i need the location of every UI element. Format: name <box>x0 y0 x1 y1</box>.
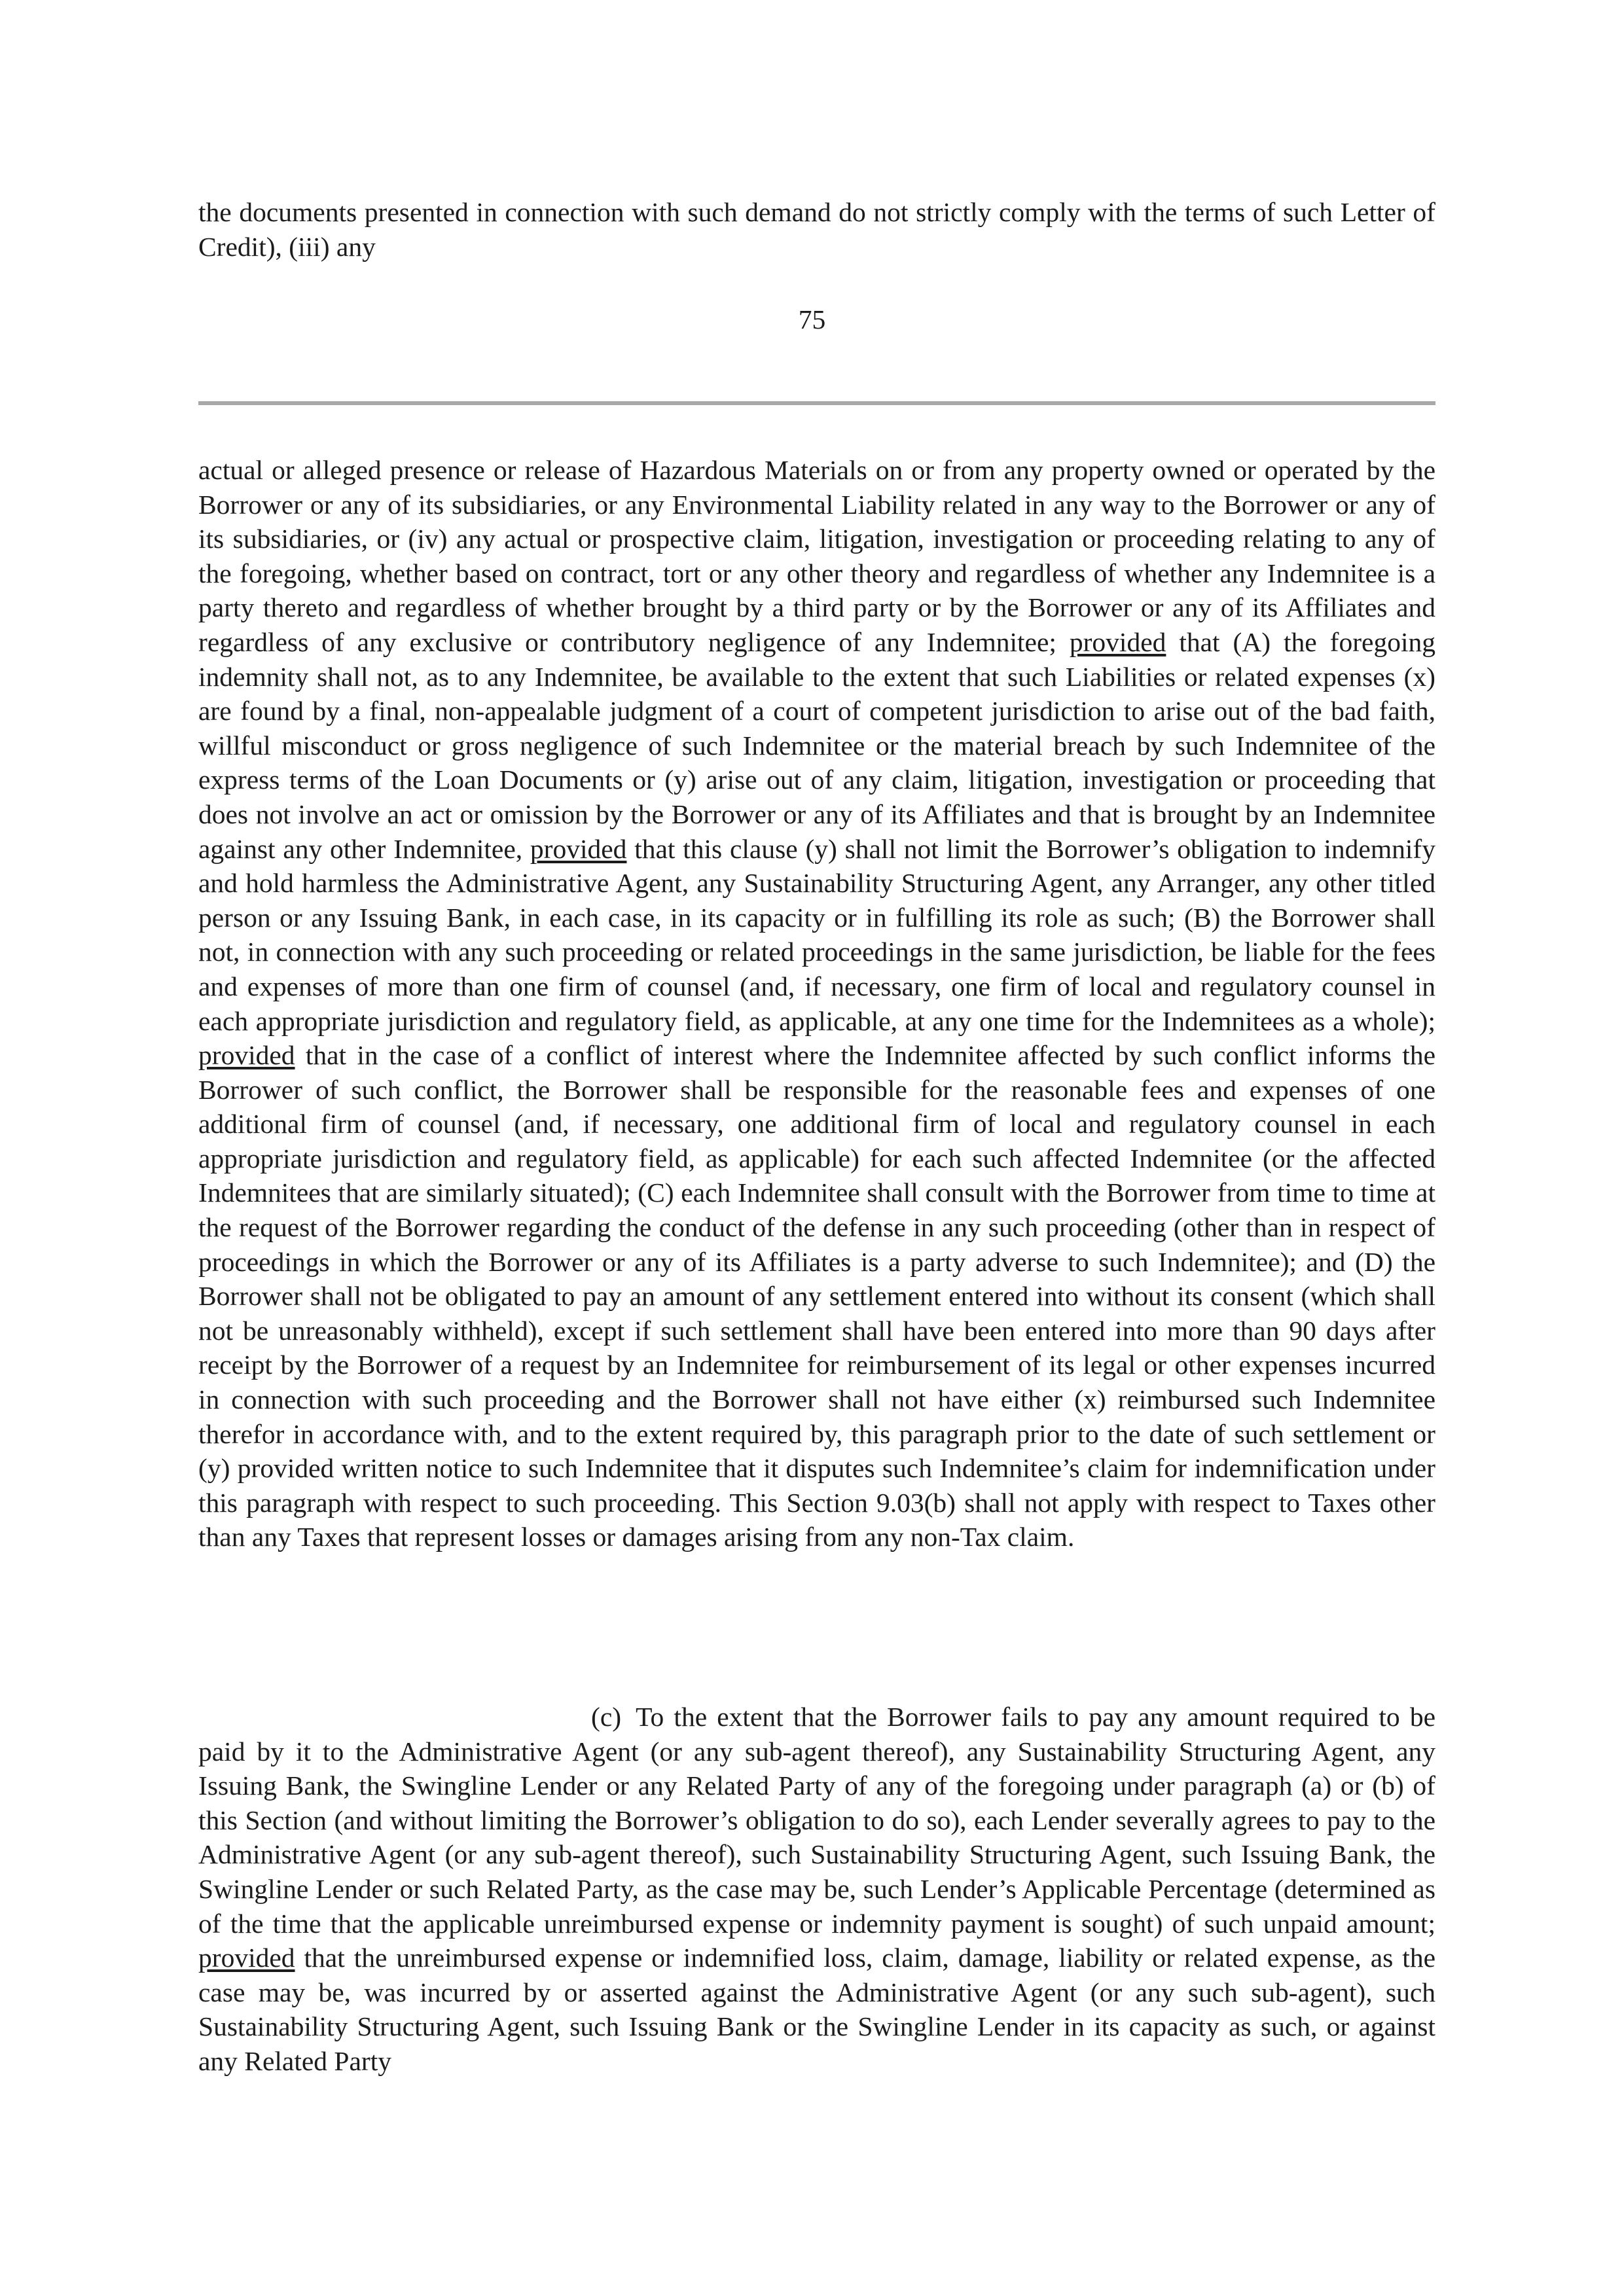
provided-term: provided <box>198 1040 295 1071</box>
provided-term: provided <box>1069 626 1166 657</box>
page-number: 75 <box>798 304 826 334</box>
provided-term: provided <box>198 1943 295 1973</box>
provided-term: provided <box>530 833 627 864</box>
continuation-paragraph: the documents presented in connection with such demand do not strictly comply with the terms of such Letter of Credit), (iii) any <box>198 197 1435 262</box>
clause-label: (c) <box>591 1702 622 1732</box>
paragraph-text: actual or alleged presence or release of Hazardous Materials on or from any property owned or operated by the Borrower or any of its subsidiaries, or any Environmental Liability related in any way to the Borrower or any of its subsidiaries, or (iv) any actual or prospective claim, litigation, investigation or proceeding relating to any of the foregoing, whether based on contract, tort or any other theory and regardless of whether any Indemnitee is a party thereto and regardless of whether brought by a third party or by the Borrower or any of its Affiliates and regardless of any exclusive or contributory negligence of any Indemnitee; <box>198 455 1435 657</box>
paragraph-text: that (A) the foregoing indemnity shall not, as to any Indemnitee, be available to the extent that such Liabilities or related expenses (x) are found by a final, non-appealable judgment of a court of competent jurisdiction to arise out of the bad faith, willful misconduct or gross negligence of such Indemnitee or the material breach by such Indemnitee of the express terms of the Loan Documents or (y) arise out of any claim, litigation, investigation or proceeding that does not involve an act or omission by the Borrower or any of its Affiliates and that is brought by an Indemnitee against any other Indemnitee, <box>198 626 1435 864</box>
paragraph-text: that the unreimbursed expense or indemnified loss, claim, damage, liability or related expense, as the case may be, was incurred by or asserted against the Administrative Agent (or any such sub-agent), such Sustainability Structuring Agent, such Issuing Bank or the Swingline Lender in its capacity as such, or against any Related Party <box>198 1943 1435 2076</box>
clause-c-paragraph <box>198 1700 1435 2079</box>
paragraph-text: that this clause (y) shall not limit the Borrower’s obligation to indemnify and hold harmless the Administrative Agent, any Sustainability Structuring Agent, any Arranger, any other titled person or any Issuing Bank, in each case, in its capacity or in fulfilling its role as such; (B) the Borrower shall not, in connection with any such proceeding or related proceedings in the same jurisdiction, be liable for the fees and expenses of more than one firm of counsel (and, if necessary, one firm of local and regulatory counsel in each appropriate jurisdiction and regulatory field, as applicable, at any one time for the Indemnitees as a whole); <box>198 833 1435 1036</box>
paragraph-text: To the extent that the Borrower fails to pay any amount required to be paid by it to the Administrative Agent (or any sub-agent thereof), any Sustainability Structuring Agent, any Issuing Bank, the Swingline Lender or any Related Party of any of the foregoing under paragraph (a) or (b) of this Section (and without limiting the Borrower’s obligation to do so), each Lender severally agrees to pay to the Administrative Agent (or any sub-agent thereof), such Sustainability Structuring Agent, such Issuing Bank, the Swingline Lender or such Related Party, as the case may be, such Lender’s Applicable Percentage (determined as of the time that the applicable unreimbursed expense or indemnity payment is sought) of such unpaid amount; <box>198 1702 1435 1939</box>
paragraph-text: that in the case of a conflict of interest where the Indemnitee affected by such conflict informs the Borrower of such conflict, the Borrower shall be responsible for the reasonable fees and expenses of one additional firm of counsel (and, if necessary, one additional firm of local and regulatory counsel in each appropriate jurisdiction and regulatory field, as applicable) for each such affected Indemnitee (or the affected Indemnitees that are similarly situated); (C) each Indemnitee shall consult with the Borrower from time to time at the request of the Borrower regarding the conduct of the defense in any such proceeding (other than in respect of proceedings in which the Borrower or any of its Affiliates is a party adverse to such Indemnitee); and (D) the Borrower shall not be obligated to pay an amount of any settlement entered into without its consent (which shall not be unreasonably withheld), except if such settlement shall have been entered into more than 90 days after receipt by the Borrower of a request by an Indemnitee for reimbursement of its legal or other expenses incurred in connection with such proceeding and the Borrower shall not have either (x) reimbursed such Indemnitee therefor in accordance with, and to the extent required by, this paragraph prior to the date of such settlement or (y) provided written notice to such Indemnitee that it disputes such Indemnitee’s claim for indemnification under this paragraph with respect to such proceeding. This Section 9.03(b) shall not apply with respect to Taxes other than any Taxes that represent losses or damages arising from any non-Tax claim. <box>198 1040 1435 1552</box>
page-break-divider <box>198 401 1435 405</box>
indemnification-paragraph <box>198 453 1435 1554</box>
